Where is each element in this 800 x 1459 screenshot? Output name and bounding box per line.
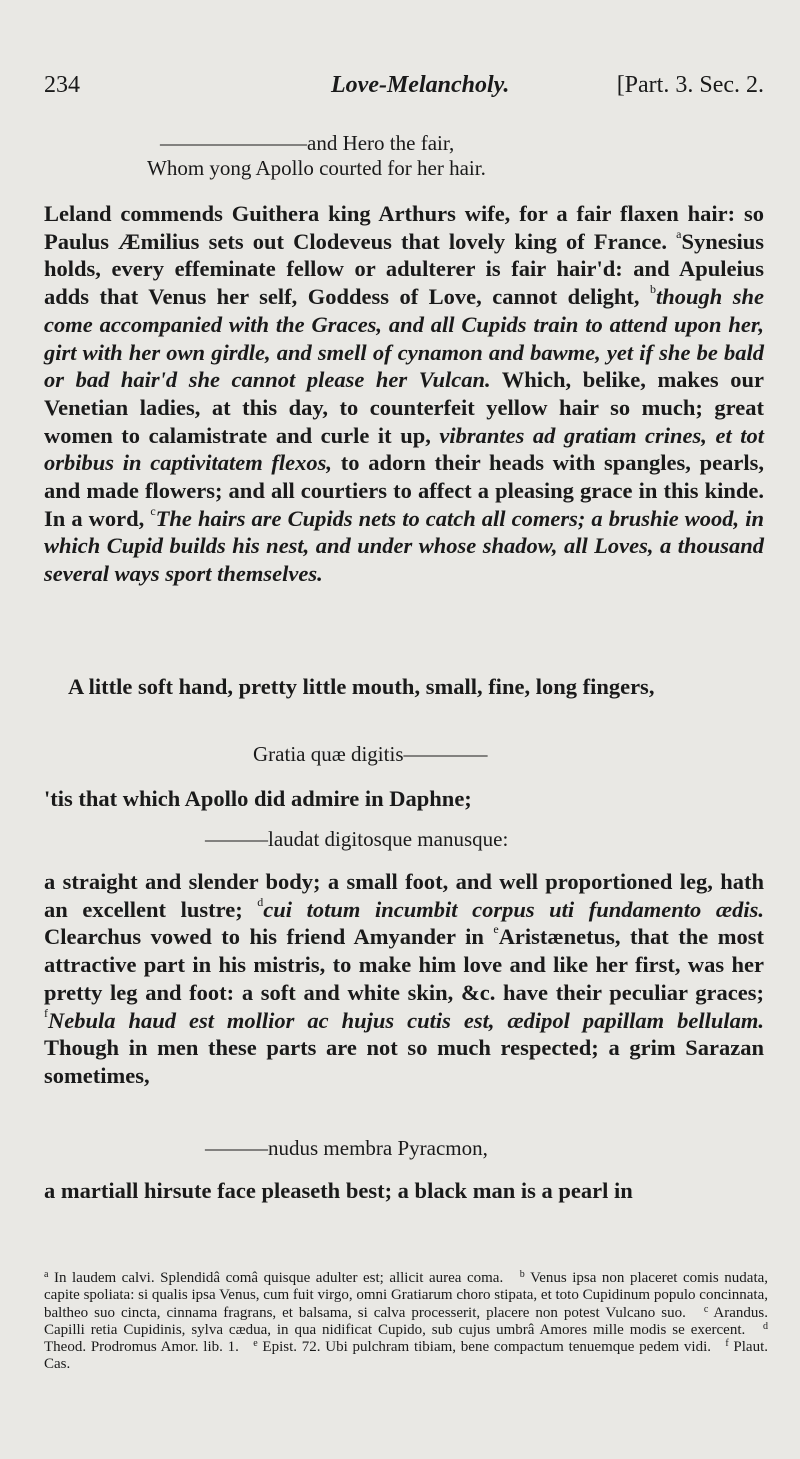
italic-text: The hairs are Cupids nets to catch all comers; a brushie wood, in which Cupid builds his nest, and under whose shadow, all Loves, a thousand several ways sport themselves.	[44, 505, 764, 587]
text-run: Though in men these parts are not so much respected; a grim Sarazan sometimes,	[44, 1035, 764, 1088]
text-run: Leland commends Guithera king Arthurs wife, for a fair flaxen hair: so Paulus Æmilius sets out Clodeveus that lovely king of France.	[44, 201, 764, 254]
footnote-text: In laudem calvi. Splendidâ comâ quisque adulter est; allicit aurea coma.	[53, 1270, 504, 1286]
footnote-ref: f	[44, 1005, 48, 1020]
text-run: Which, belike, makes our Venetian ladies, at this day, to counterfeit yellow hair so much; great women to calamistrate and curle it up,	[44, 367, 764, 448]
paragraph: 'tis that which Apollo did admire in Daphne;	[44, 786, 472, 811]
text-run: Synesius holds, every effeminate fellow or adulterer is fair hair'd: and Apuleius adds that Venus her self, Goddess of Love, cannot delight,	[44, 228, 764, 310]
paragraph: A little soft hand, pretty little mouth, small, fine, long fingers,	[68, 674, 655, 699]
footnote-text: Arandus. Capilli retia Cupidinis, sylva cædua, in qua nidificat Cupido, sub cujus umbrâ Amores mille modis se exercent.	[44, 1304, 768, 1338]
section-label: [Part. 3. Sec. 2.	[616, 72, 764, 98]
footnote-text: Venus ipsa non placeret comis nudata, capite spoliata: si qualis ipsa Venus, cum fuit virgo, omni Gratiarum choro stipata, et toto Cupidinum populo concinnata, baltheo suo cincta, cinnama fragrans, et balsama, si calva processerit, placere non potest Vulcano suo.	[44, 1270, 769, 1321]
verse-line: ———laudat digitosque manusque:	[205, 827, 509, 851]
italic-text: vibrantes ad gratiam crines, et tot orbibus in captivitatem flexos,	[44, 422, 764, 476]
footnote-marker: a	[44, 1269, 49, 1280]
verse-line: Gratia quæ digitis————	[253, 742, 488, 766]
verse-line: ———nudus membra Pyracmon,	[205, 1136, 488, 1160]
footnote-text: Plaut. Cas.	[44, 1339, 769, 1373]
footnote-marker: d	[763, 1320, 769, 1332]
footnote-marker: f	[725, 1338, 729, 1350]
footnote-marker: b	[519, 1269, 525, 1280]
running-title: Love-Melancholy.	[331, 72, 510, 98]
text-run: Aristænetus, that the most attractive part in his mistris, to make him love and like her first, was her pretty leg and foot: a soft and white skin, &c. have their peculiar graces;	[44, 924, 764, 1005]
footnote-text: Epist. 72. Ubi pulchram tibiam, bene compactum tenuemque pedem vidi.	[262, 1339, 712, 1356]
italic-text: cui totum incumbit corpus uti fundamento ædis.	[263, 896, 765, 922]
footnote-ref: b	[649, 282, 656, 297]
text-run: a straight and slender body; a small foot, and well proportioned leg, hath an excellent lustre;	[44, 869, 764, 922]
page-number: 234	[44, 72, 80, 98]
italic-text: Nebula haud est mollior ac hujus cutis est, ædipol papillam bellulam.	[48, 1007, 764, 1033]
paragraph	[44, 200, 764, 588]
running-header	[44, 72, 764, 112]
footnote-ref: e	[493, 922, 499, 937]
paragraph: a martiall hirsute face pleaseth best; a black man is a pearl in	[44, 1178, 633, 1203]
footnote-marker: e	[253, 1338, 258, 1350]
footnote-marker: c	[703, 1303, 709, 1315]
footnote-ref: c	[150, 503, 156, 518]
text-run: to adorn their heads with spangles, pearls, and made flowers; and all courtiers to affect a pleasing grace in this kinde. In a word,	[44, 450, 764, 531]
paragraph	[44, 868, 764, 1090]
footnote-text: Theod. Prodromus Amor. lib. 1.	[44, 1339, 239, 1356]
footnote-ref: d	[257, 894, 264, 909]
footnotes	[44, 1270, 768, 1374]
text-run: Clearchus vowed to his friend Amyander in	[44, 924, 494, 950]
verse-line: ———————and Hero the fair,	[160, 131, 455, 155]
italic-text: though she come accompanied with the Graces, and all Cupids train to attend upon her, girt with her own girdle, and smell of cynamon and bawme, yet if she be bald or bad hair'd she cannot please her Vulcan.	[44, 284, 764, 393]
footnote-ref: a	[676, 226, 682, 241]
verse-line: Whom yong Apollo courted for her hair.	[147, 156, 486, 180]
